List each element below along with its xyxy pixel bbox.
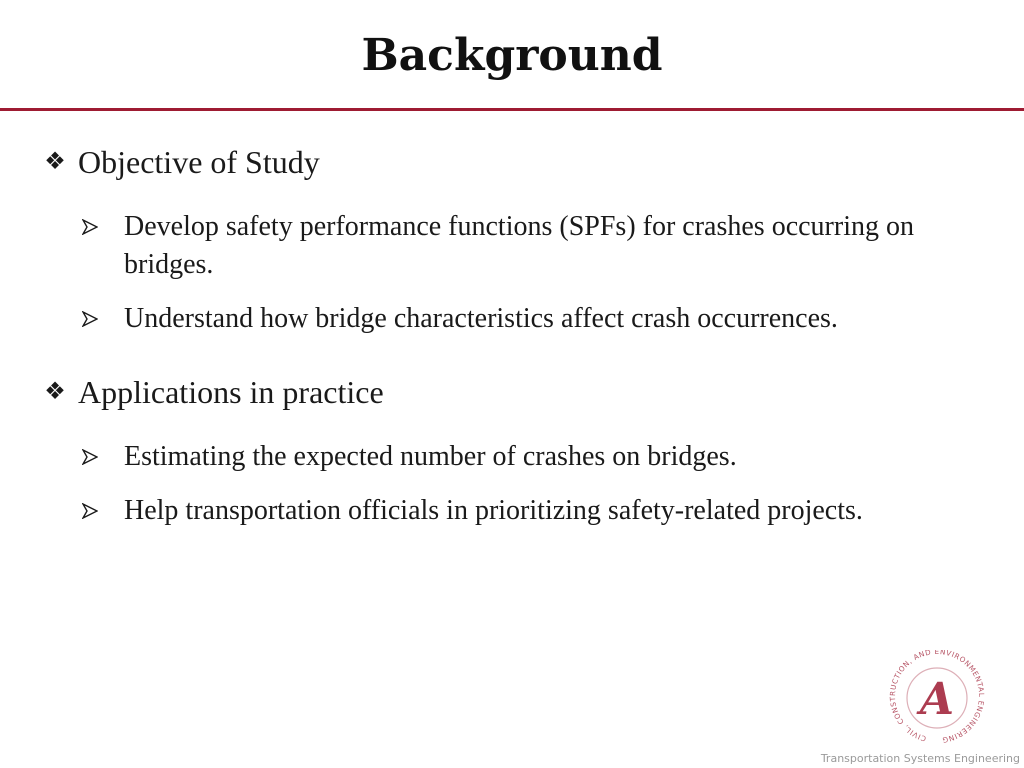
bullet-list — [40, 208, 1000, 338]
bullet-list — [40, 438, 1000, 530]
seal-letter: A — [919, 674, 955, 725]
bullet-text: Help transportation officials in prioritizing safety-related projects. — [124, 495, 863, 526]
seal-ring-text: CIVIL, CONSTRUCTION, AND ENVIRONMENTAL ENGINEERING — [887, 650, 987, 745]
title-divider — [0, 108, 1024, 111]
section-objective — [40, 142, 1000, 338]
list-item — [80, 208, 1000, 284]
arrow-bullet-icon — [80, 438, 124, 476]
diamond-bullet-icon: ❖ — [44, 379, 66, 405]
arrow-bullet-icon — [80, 492, 124, 530]
bullet-text: Understand how bridge characteristics affect crash occurrences. — [124, 303, 838, 334]
section-heading — [40, 142, 1000, 182]
section-heading-label: Objective of Study — [78, 144, 320, 180]
list-item — [80, 438, 1000, 476]
footer-text: Transportation Systems Engineering — [820, 752, 1020, 765]
arrow-bullet-icon — [80, 208, 124, 246]
list-item — [80, 492, 1000, 530]
bullet-text: Estimating the expected number of crashes on bridges. — [124, 441, 737, 472]
section-heading-label: Applications in practice — [78, 374, 384, 410]
slide-title: Background — [361, 30, 663, 81]
diamond-bullet-icon: ❖ — [44, 149, 66, 175]
arrow-bullet-icon — [80, 300, 124, 338]
list-item — [80, 300, 1000, 338]
section-heading — [40, 372, 1000, 412]
section-applications — [40, 372, 1000, 530]
university-seal-icon — [878, 650, 996, 750]
bullet-text: Develop safety performance functions (SPFs) for crashes occurring on bridges. — [124, 211, 914, 280]
